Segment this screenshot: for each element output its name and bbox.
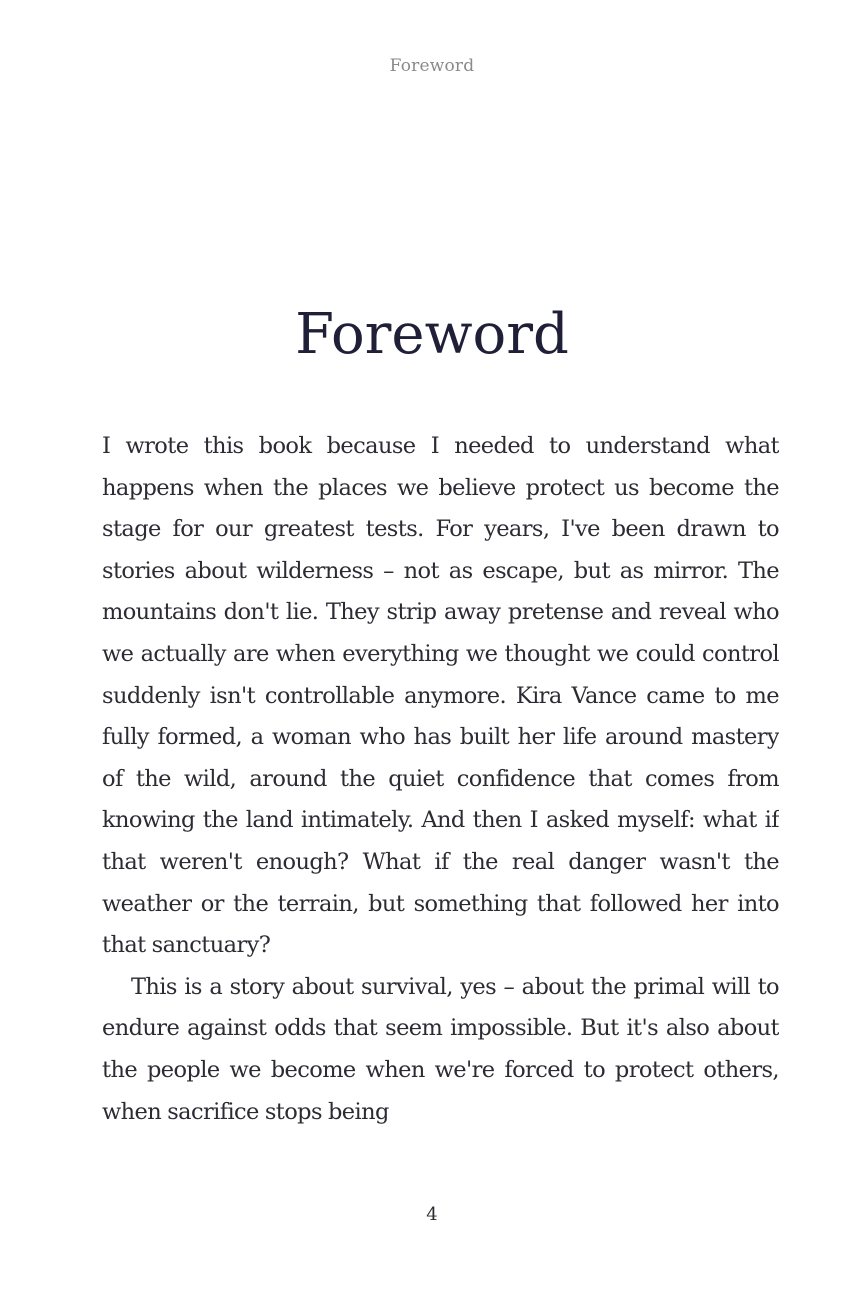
body-text [102,426,779,1186]
chapter-title: Foreword [295,302,569,367]
running-header: Foreword [389,56,475,76]
paragraph: I wrote this book because I needed to understand what happens when the places we believe protect us become the stage for our greatest tests. For years, I've been drawn to stories about wilderness – not as escape, but as mirror. The mountains don't lie. They strip away pretense and reveal who we actually are when everything we thought we could control suddenly isn't controllable anymore. Kira Vance came to me fully formed, a woman who has built her life around mastery of the wild, around the quiet confidence that comes from knowing the land intimately. And then I asked myself: what if that weren't enough? What if the real danger wasn't the weather or the terrain, but something that followed her into that sanctuary? [102,433,779,959]
paragraph: This is a story about survival, yes – about the primal will to endure against odds that seem impossible. But it's also about the people we become when we're forced to protect others, when sacrifice stops being [102,973,779,1125]
page-number: 4 [426,1204,438,1225]
